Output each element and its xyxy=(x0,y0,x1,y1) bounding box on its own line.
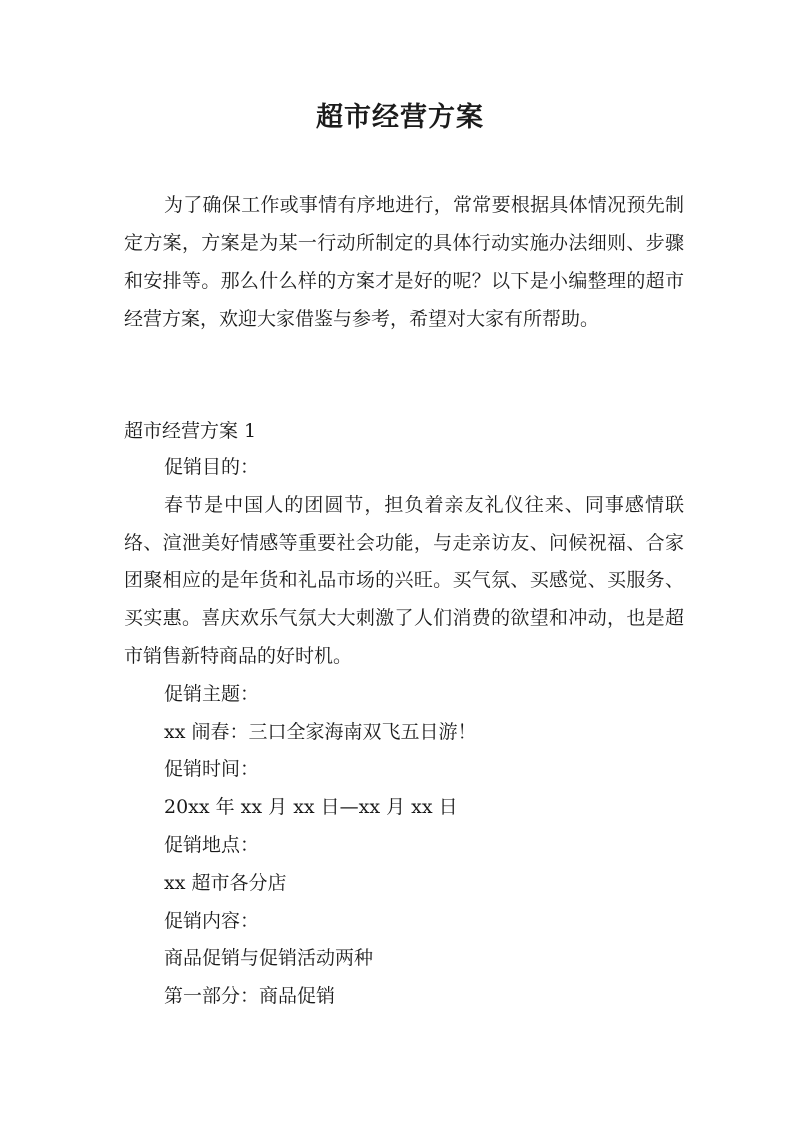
value-promo-location: xx 超市各分店 xyxy=(164,871,287,894)
value-promo-time: 20xx 年 xx 月 xx 日—xx 月 xx 日 xyxy=(164,796,458,819)
section-body xyxy=(124,449,684,1016)
label-promo-time: 促销时间： xyxy=(164,758,260,781)
part-one-heading: 第一部分：商品促销 xyxy=(164,985,336,1008)
paragraph-promo-purpose: 春节是中国人的团圆节，担负着亲友礼仪往来、同事感情联络、渲泄美好情感等重要社会功能，与走亲访友、问候祝福、合家团聚相应的是年货和礼品市场的兴旺。买气氛、买感觉、买服务、买实惠。喜庆欢乐气氛大大刺激了人们消费的欲望和冲动，也是超市销售新特商品的好时机。 xyxy=(124,493,684,667)
value-promo-theme: xx 闹春：三口全家海南双飞五日游！ xyxy=(164,720,477,743)
intro-section xyxy=(124,186,684,338)
label-promo-location: 促销地点： xyxy=(164,833,260,856)
label-promo-content: 促销内容： xyxy=(164,909,260,932)
intro-paragraph: 为了确保工作或事情有序地进行，常常要根据具体情况预先制定方案，方案是为某一行动所制定的具体行动实施办法细则、步骤和安排等。那么什么样的方案才是好的呢？以下是小编整理的超市经营方案，欢迎大家借鉴与参考，希望对大家有所帮助。 xyxy=(124,194,684,330)
section-heading: 超市经营方案 1 xyxy=(124,420,257,442)
value-promo-content: 商品促销与促销活动两种 xyxy=(164,947,374,970)
label-promo-purpose: 促销目的： xyxy=(164,456,260,478)
label-promo-theme: 促销主题： xyxy=(164,682,260,705)
document-title: 超市经营方案 xyxy=(316,102,484,133)
